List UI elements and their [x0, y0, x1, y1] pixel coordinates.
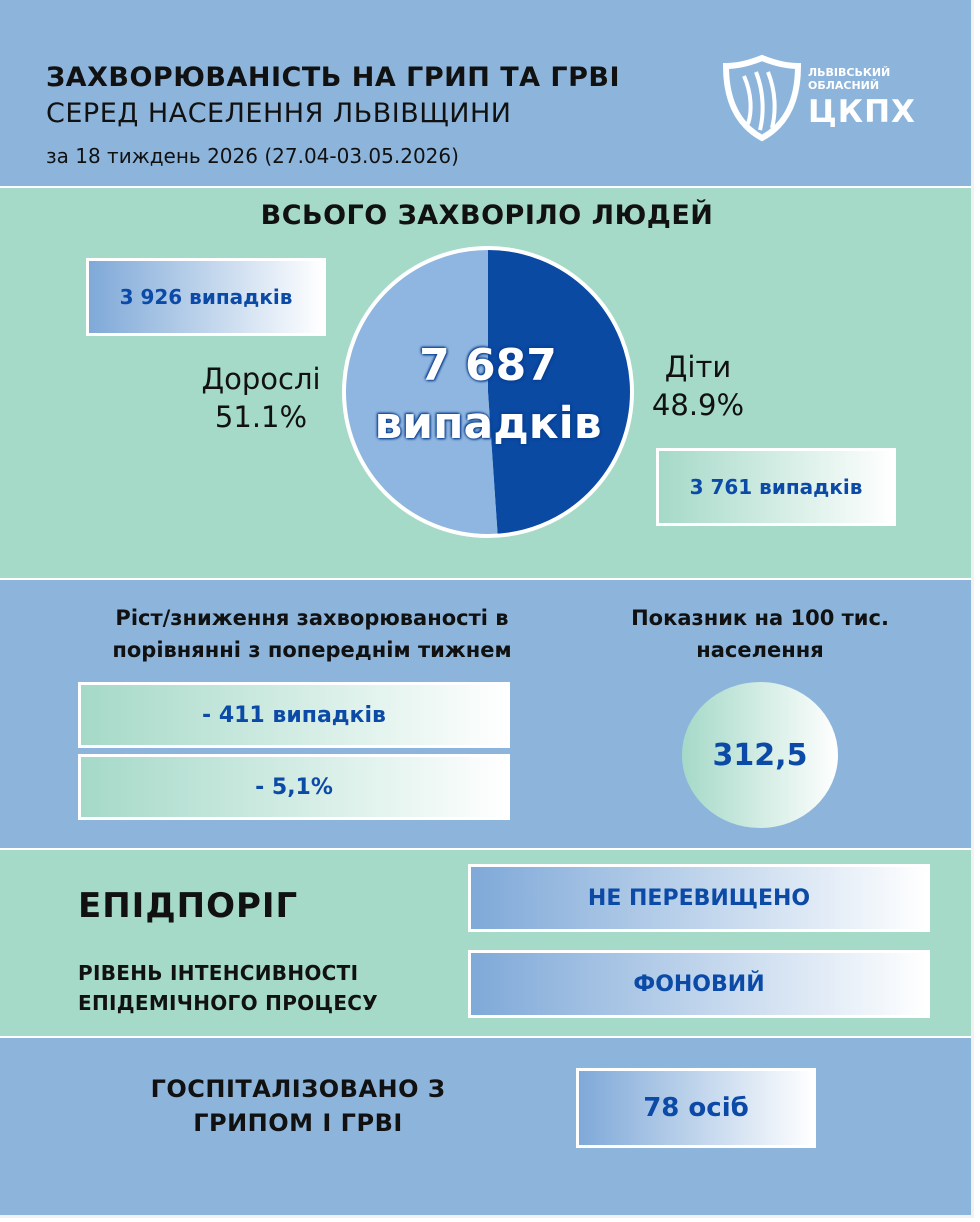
header-section: [0, 0, 974, 186]
change-title: Ріст/зниження захворюваності в порівнянні з попереднім тижнем: [112, 606, 512, 662]
threshold-title: ЕПІДПОРІГ: [78, 886, 299, 926]
adults-percent: 51.1%: [214, 400, 308, 434]
adults-label-group: [186, 360, 336, 436]
pie-slice-adults: [344, 248, 498, 536]
level-value-box: ФОНОВИЙ: [468, 950, 930, 1018]
pie-chart: [340, 244, 636, 540]
level-title: [78, 958, 438, 1018]
children-cases-box: 3 761 випадків: [656, 448, 896, 526]
rate-circle: 312,5: [682, 682, 838, 828]
shield-logo-icon: [722, 54, 802, 142]
threshold-section: [0, 850, 974, 1036]
change-cases-box: - 411 випадків: [78, 682, 510, 748]
adults-label: Дорослі: [201, 362, 321, 396]
rate-title: Показник на 100 тис. населення: [631, 606, 889, 662]
hospital-section: [0, 1038, 974, 1218]
children-label: Діти: [664, 350, 732, 384]
total-section: [0, 188, 974, 578]
level-title-text: РІВЕНЬ ІНТЕНСИВНОСТІ ЕПІДЕМІЧНОГО ПРОЦЕСУ: [78, 961, 378, 1015]
pie-slice-children: [488, 248, 632, 536]
logo: [722, 54, 916, 144]
total-title: ВСЬОГО ЗАХВОРІЛО ЛЮДЕЙ: [260, 200, 714, 231]
change-percent-box: - 5,1%: [78, 754, 510, 820]
change-section: [0, 580, 974, 848]
adults-cases-box: 3 926 випадків: [86, 258, 326, 336]
children-percent: 48.9%: [651, 388, 745, 422]
hospital-title: ГОСПІТАЛІЗОВАНО З ГРИПОМ І ГРВІ: [150, 1075, 446, 1137]
hospital-value-box: 78 осіб: [576, 1068, 816, 1148]
children-label-group: [628, 348, 768, 424]
period-text: за 18 тиждень 2026 (27.04-03.05.2026): [46, 144, 459, 168]
title-line-2: СЕРЕД НАСЕЛЕННЯ ЛЬВІВЩИНИ: [46, 98, 512, 129]
title-line-1: ЗАХВОРЮВАНІСТЬ НА ГРИП ТА ГРВІ: [46, 62, 621, 93]
pie-center-unit: випадків: [374, 398, 602, 449]
logo-small-text: ЛЬВІВСЬКИЙ ОБЛАСНИЙ: [808, 66, 891, 92]
pie-center-number: 7 687: [419, 340, 557, 391]
threshold-status-box: НЕ ПЕРЕВИЩЕНО: [468, 864, 930, 932]
logo-big-text: ЦКПХ: [808, 94, 916, 130]
